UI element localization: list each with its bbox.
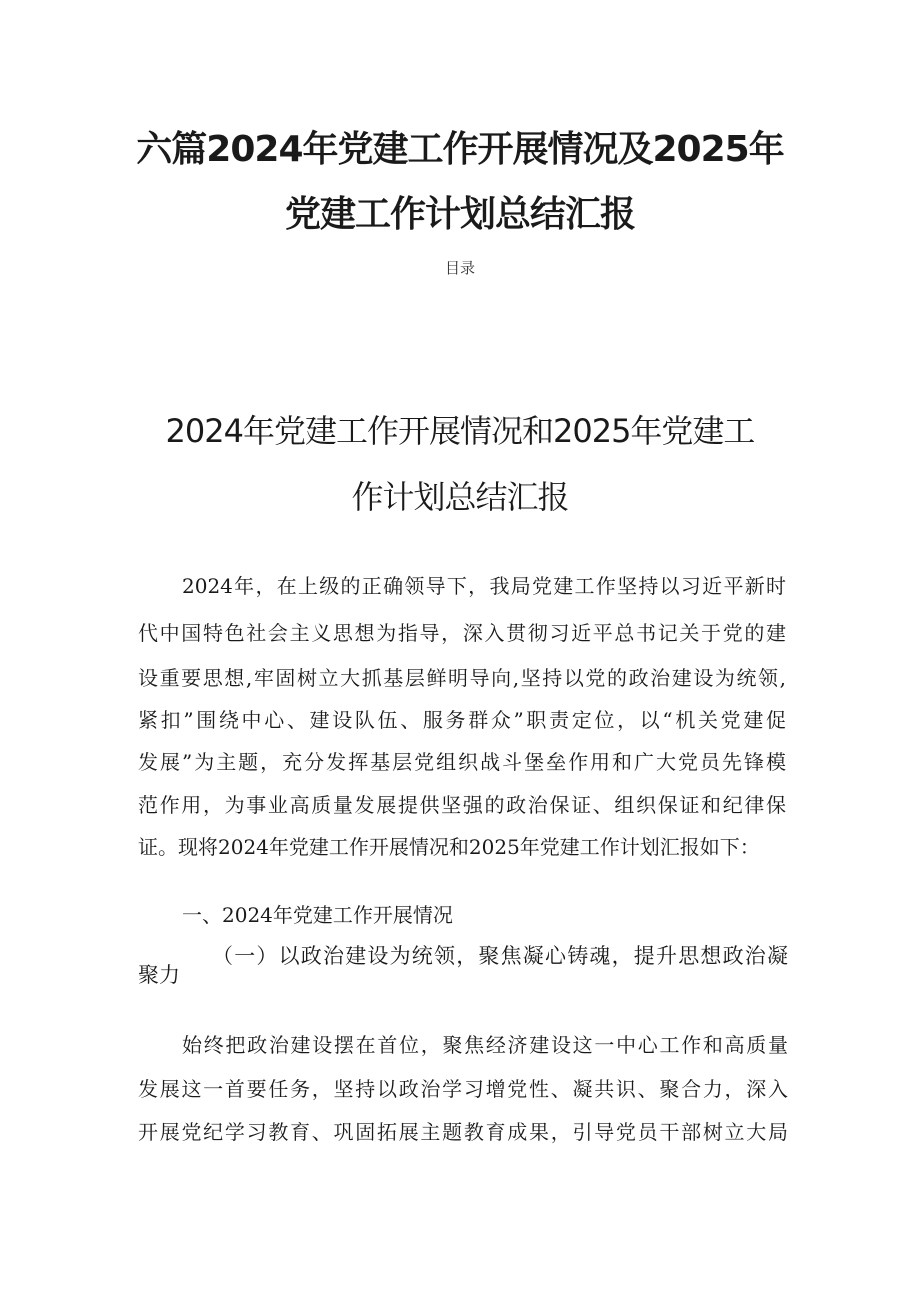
body-line: 始终把政治建设摆在首位，聚焦经济建设这一中心工作和高质量: [182, 1033, 788, 1057]
section-heading-1: 一、2024年党建工作开展情况: [182, 903, 453, 927]
sub-title-line-2: 作计划总结汇报: [351, 478, 569, 516]
intro-line: 范作用，为事业高质量发展提供坚强的政治保证、组织保证和纪律保: [138, 793, 786, 817]
intro-line-last: 证。现将2024年党建工作开展情况和2025年党建工作计划汇报如下：: [138, 835, 760, 859]
body-line: 开展党纪学习教育、巩固拓展主题教育成果，引导党员干部树立大局: [138, 1120, 788, 1144]
subsection-heading-line-2: 聚力: [138, 963, 180, 987]
body-line: 发展这一首要任务，坚持以政治学习增党性、凝共识、聚合力，深入: [138, 1077, 788, 1101]
intro-line: 2024年，在上级的正确领导下，我局党建工作坚持以习近平新时: [182, 574, 786, 598]
intro-line: 代中国特色社会主义思想为指导，深入贯彻习近平总书记关于党的建: [138, 621, 786, 645]
main-title-line-1: 六篇2024年党建工作开展情况及2025年: [136, 129, 784, 170]
main-title-line-2: 党建工作计划总结汇报: [284, 194, 635, 235]
intro-line: 紧扣”围绕中心、建设队伍、服务群众”职责定位，以“机关党建促: [138, 708, 786, 732]
intro-line: 设重要思想,牢固树立大抓基层鲜明导向,坚持以党的政治建设为统领,: [138, 666, 786, 690]
subsection-heading-line: （一）以政治建设为统领，聚焦凝心铸魂，提升思想政治凝: [212, 944, 788, 968]
toc-label: 目录: [444, 259, 475, 277]
sub-title-line-1: 2024年党建工作开展情况和2025年党建工: [165, 412, 755, 450]
intro-line: 发展”为主题，充分发挥基层党组织战斗堡垒作用和广大党员先锋模: [138, 750, 786, 774]
